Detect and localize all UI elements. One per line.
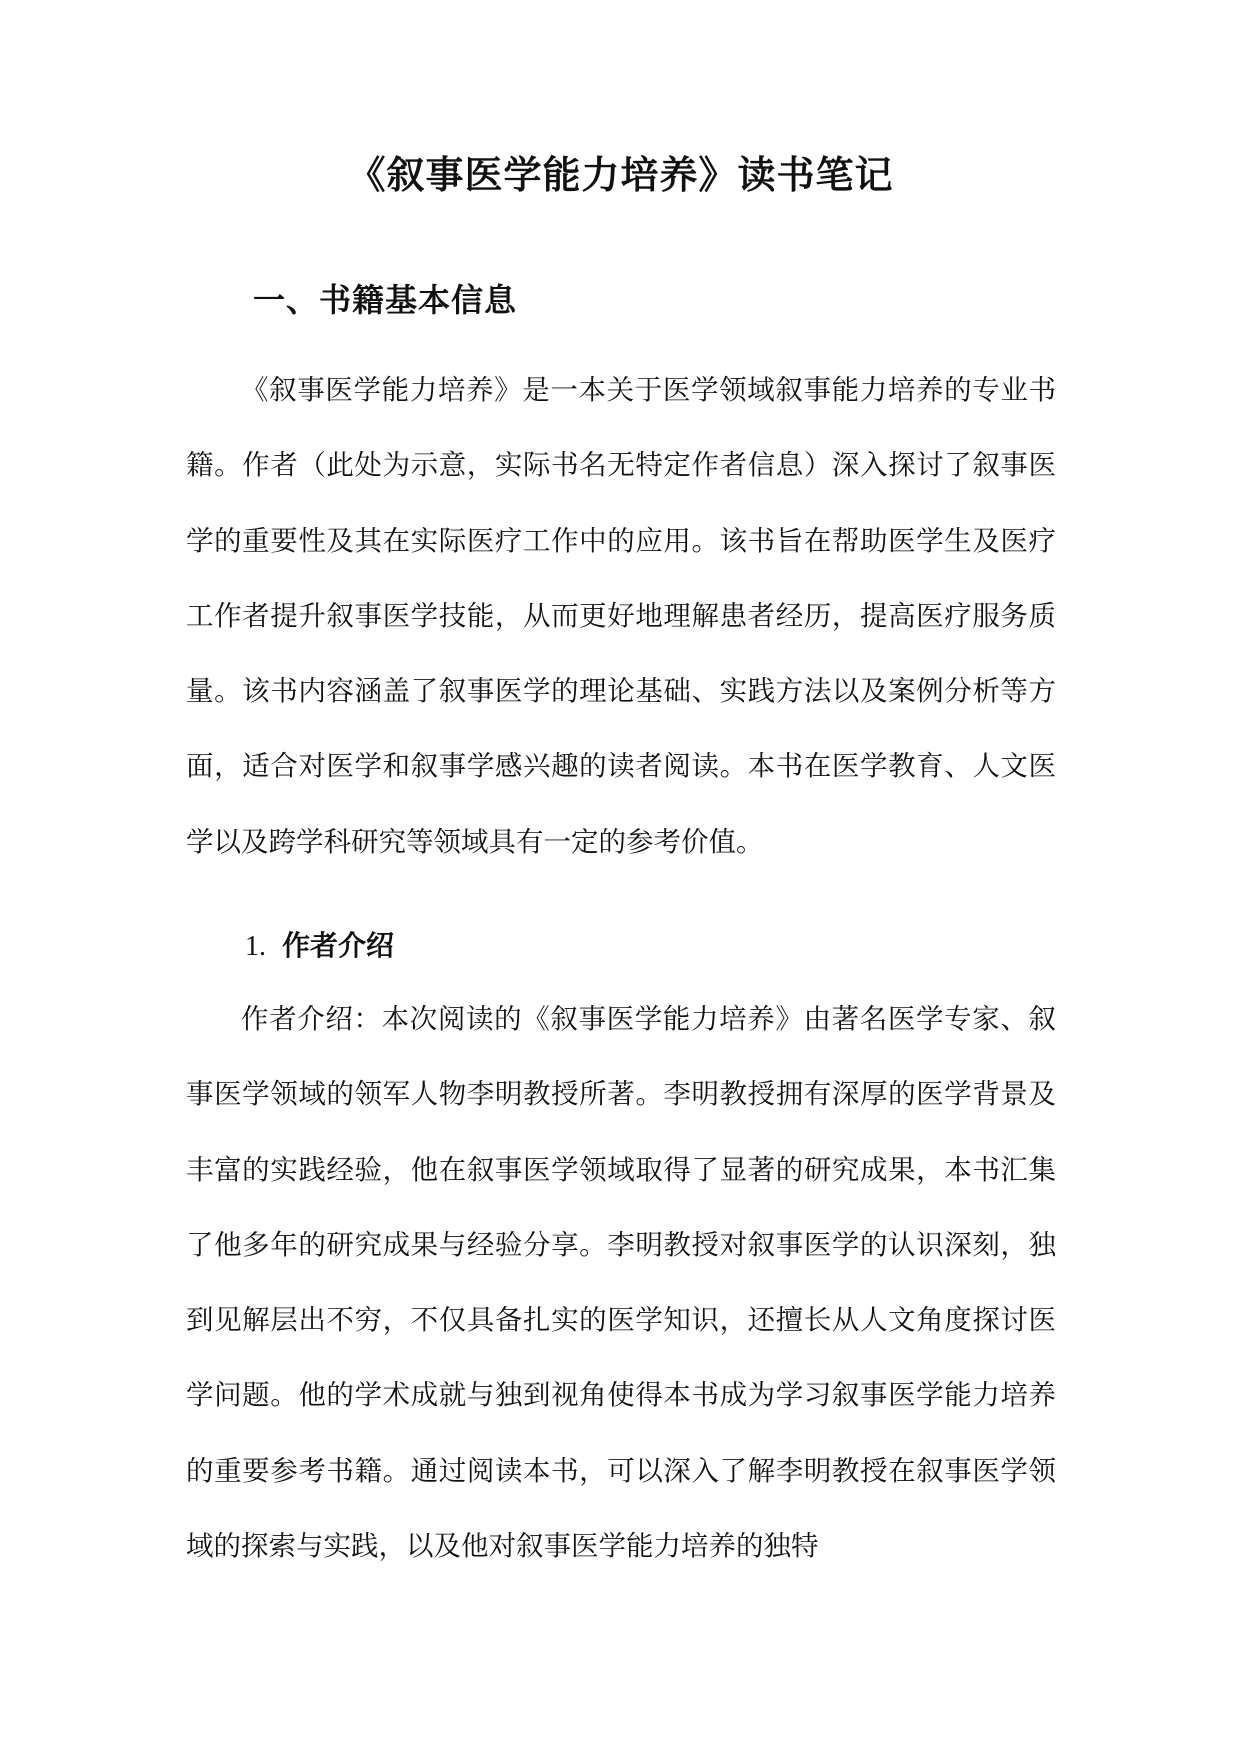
subsection-number: 1.	[245, 931, 266, 962]
subsection-title: 作者介绍	[282, 929, 395, 962]
book-info-paragraph: 《叙事医学能力培养》是一本关于医学领域叙事能力培养的专业书籍。作者（此处为示意，实际书名无特定作者信息）深入探讨了叙事医学的重要性及其在实际医疗工作中的应用。该书旨在帮助医学生及医疗工作者提升叙事医学技能，从而更好地理解患者经历，提高医疗服务质量。该书内容涵盖了叙事医学的理论基础、实践方法以及案例分析等方面，适合对医学和叙事学感兴趣的读者阅读。本书在医学教育、人文医学以及跨学科研究等领域具有一定的参考价值。	[186, 374, 1056, 858]
document-title: 《叙事医学能力培养》读书笔记	[347, 153, 894, 197]
subsection-heading-author	[245, 926, 394, 967]
author-intro-paragraph: 作者介绍：本次阅读的《叙事医学能力培养》由著名医学专家、叙事医学领域的领军人物李明教授所著。李明教授拥有深厚的医学背景及丰富的实践经验，他在叙事医学领域取得了显著的研究成果，本书汇集了他多年的研究成果与经验分享。李明教授对叙事医学的认识深刻，独到见解层出不穷，不仅具备扎实的医学知识，还擅长从人文角度探讨医学问题。他的学术成就与独到视角使得本书成为学习叙事医学能力培养的重要参考书籍。通过阅读本书，可以深入了解李明教授在叙事医学领域的探索与实践，以及他对叙事医学能力培养的独特	[186, 1003, 1056, 1563]
section-heading-book-info: 一、书籍基本信息	[253, 281, 518, 319]
